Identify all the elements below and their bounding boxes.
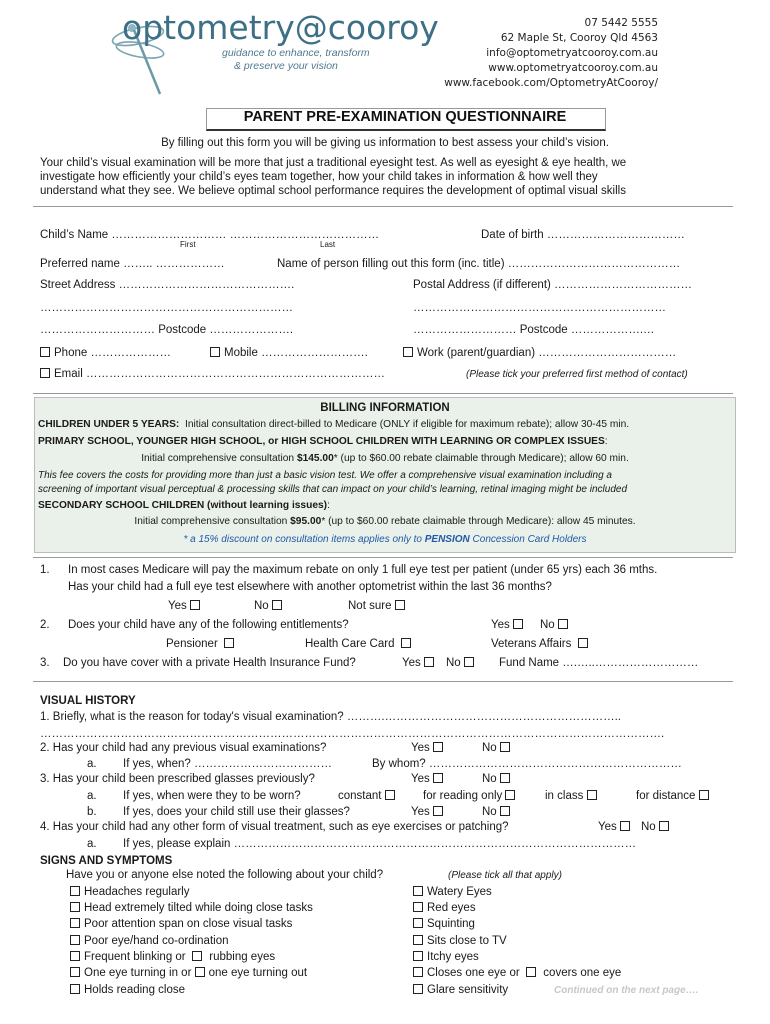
person-filling-field[interactable]: Name of person filling out this form (inc. title) ……………………………………… [277,258,681,270]
secondary-label: SECONDARY SCHOOL CHILDREN (without learning issues) [38,500,328,511]
q1-not-sure-option[interactable] [348,600,409,612]
primary-fee-pre: Initial comprehensive consultation [141,453,295,464]
q1-yes-label: Yes [168,600,187,612]
vh-q4: 4. Has your child had any other form of visual treatment, such as eye exercises or patching? [40,821,509,833]
work-contact-option[interactable] [403,347,676,359]
email-field[interactable]: Email …………………………………………………………………… [54,368,385,380]
symptom-right-6-checkbox[interactable] [413,967,423,977]
eye-turning-out-checkbox[interactable] [195,967,205,977]
symptom-right-2-label: Red eyes [427,902,476,914]
tagline-line-2: & preserve your vision [234,60,338,72]
symptom-left-5-label: Frequent blinking or [84,951,186,963]
signs-note: (Please tick all that apply) [448,870,562,881]
postal-postcode-field[interactable]: ……………………… Postcode ……………….… [413,324,655,336]
vh-q2-yes-option[interactable] [411,742,447,754]
in-class-checkbox[interactable] [587,790,597,800]
work-checkbox[interactable] [403,347,413,357]
vh-q2a-number: a. [87,758,97,770]
contact-email[interactable]: info@optometryatcooroy.com.au [486,47,658,59]
symptom-left-3[interactable] [70,918,292,930]
visual-history-heading: VISUAL HISTORY [40,695,136,707]
symptom-left-3-checkbox[interactable] [70,918,80,928]
vh-q4-no-option[interactable] [641,821,673,833]
q2-yes-option[interactable] [491,619,527,631]
vh-q2: 2. Has your child had any previous visual examinations? [40,742,327,754]
eye-turning-out-label: one eye turning out [208,967,308,979]
symptom-right-7[interactable] [413,984,508,996]
street-address-field[interactable]: Street Address ………………………………………. [40,279,295,291]
vh-q4-yes-option[interactable] [598,821,634,833]
billing-under-5 [38,419,629,430]
contact-website[interactable]: www.optometryatcooroy.com.au [488,62,658,74]
vh-q3: 3. Has your child been prescribed glasses previously? [40,773,315,785]
vh-q4-yes-checkbox[interactable] [620,821,630,831]
intro-paragraph-3: understand what they see. We believe optimal school performance requires the development of optimal visual skills [40,185,626,197]
q3-yes-option[interactable] [402,657,438,669]
constant-option[interactable] [338,790,399,802]
vh-q4-no-checkbox[interactable] [659,821,669,831]
distance-label: for distance [636,790,696,802]
constant-label: constant [338,790,382,802]
reading-only-checkbox[interactable] [505,790,515,800]
distance-option[interactable] [636,790,713,802]
intro-line: By filling out this form you will be giving us information to best assess your child’s vision. [161,137,609,149]
symptom-left-2[interactable] [70,902,313,914]
symptom-left-3-label: Poor attention span on close visual tasks [84,918,293,930]
covers-one-eye-checkbox[interactable] [526,967,536,977]
fund-name-field[interactable]: Fund Name ….…..……………………… [499,657,699,669]
symptom-left-2-label: Head extremely tilted while doing close tasks [84,902,313,914]
vh-q3-yes-label: Yes [411,773,430,785]
childs-name-field[interactable]: Child’s Name ………………………… ………………………………… [40,229,380,241]
vh-q3b-yes-option[interactable] [411,806,447,818]
vh-q2-yes-checkbox[interactable] [433,742,443,752]
q3-no-option[interactable] [446,657,478,669]
q1-no-option[interactable] [254,600,286,612]
symptom-left-7-label: Holds reading close [84,984,186,996]
postal-address-field[interactable]: Postal Address (if different) ……………………………… [413,279,693,291]
symptom-left-4-checkbox[interactable] [70,935,80,945]
rubbing-eyes-label: rubbing eyes [209,951,276,963]
q3-no-label: No [446,657,461,669]
vh-q3b-text: If yes, does your child still use their glasses? [123,806,350,818]
tagline-line-1: guidance to enhance, transform [222,47,370,59]
q1-not-sure-checkbox[interactable] [395,600,405,610]
vh-q4a-explain[interactable]: If yes, please explain …………………………………………………………………………………………… [123,838,637,850]
q2-yes-label: Yes [491,619,510,631]
symptom-left-6-checkbox[interactable] [70,967,80,977]
preferred-name-field[interactable]: Preferred name …….. ……………… [40,258,225,270]
symptom-left-4[interactable] [70,935,229,947]
symptom-right-4[interactable] [413,935,507,947]
postal-address-line-2[interactable]: ………………………………………………………… [413,302,666,314]
symptom-right-4-checkbox[interactable] [413,935,423,945]
q1-number: 1. [40,564,50,576]
pensioner-option[interactable] [166,638,238,650]
vh-q3-no-checkbox[interactable] [500,773,510,783]
vh-q1[interactable]: 1. Briefly, what is the reason for today's visual examination? ……….…………………………………………………….. [40,711,621,723]
vh-q3-no-option[interactable] [482,773,514,785]
symptom-left-7[interactable] [70,984,185,996]
secondary-price: $95.00 [290,516,322,527]
contact-method-note: (Please tick your preferred first method of contact) [466,369,688,380]
pensioner-checkbox[interactable] [224,638,234,648]
symptom-left-1[interactable] [70,886,189,898]
vh-q2a-when[interactable]: If yes, when? ……………………………… [123,758,332,770]
pensioner-label: Pensioner [166,638,218,650]
vh-q2a-by-whom[interactable]: By whom? ………………………………………………………… [372,758,682,770]
fee-note-line-1: This fee covers the costs for providing more than just a basic vision test. We offer a comprehensive visual examination including a [38,470,612,481]
q2-yes-checkbox[interactable] [513,619,523,629]
intro-paragraph-1: Your child’s visual examination will be more that just a traditional eyesight test. As well as eyesight & eye health, we [40,157,627,169]
reading-only-label: for reading only [423,790,503,802]
vh-q3a-number: a. [87,790,97,802]
symptom-left-6-label: One eye turning in or [84,967,192,979]
q1-no-label: No [254,600,269,612]
health-care-card-option[interactable] [305,638,415,650]
primary-fee-post: * (up to $60.00 rebate claimable through Medicare); allow 60 min. [333,453,629,464]
symptom-right-3-label: Squinting [427,918,475,930]
phone-contact-option[interactable] [40,347,171,359]
first-name-label: First [180,240,196,249]
symptom-right-1-checkbox[interactable] [413,886,423,896]
q1-not-sure-label: Not sure [348,600,392,612]
intro-paragraph-2: investigate how efficiently your child’s eyes team together, how your child takes in information & how well they [40,171,598,183]
secondary-colon: : [327,500,330,511]
billing-heading: BILLING INFORMATION [320,402,450,414]
in-class-label: in class [545,790,584,802]
secondary-fee-pre: Initial comprehensive consultation [134,516,288,527]
vh-q3a-text: If yes, when were they to be worn? [123,790,301,802]
vh-q4-no-label: No [641,821,656,833]
covers-one-eye-label: covers one eye [543,967,622,979]
vh-q4-yes-label: Yes [598,821,617,833]
q2-text: Does your child have any of the following entitlements? [68,619,349,631]
primary-colon: : [604,436,608,447]
last-name-label: Last [320,240,336,249]
billing-secondary [38,500,330,511]
email-contact-option[interactable] [40,368,385,380]
secondary-fee-post: * (up to $60.00 rebate claimable through Medicare): allow 45 minutes. [321,516,636,527]
vh-q2-yes-label: Yes [411,742,430,754]
health-care-card-label: Health Care Card [305,638,395,650]
vh-q3b-no-option[interactable] [482,806,514,818]
vh-q2-no-option[interactable] [482,742,514,754]
vh-q3-no-label: No [482,773,497,785]
signs-question: Have you or anyone else noted the following about your child? [66,869,384,881]
veterans-affairs-label: Veterans Affairs [491,638,572,650]
q2-no-label: No [540,619,555,631]
discount-post: Concession Card Holders [472,534,587,545]
contact-phone: 07 5442 5555 [584,17,658,29]
phone-checkbox[interactable] [40,347,50,357]
distance-checkbox[interactable] [699,790,709,800]
symptom-right-7-checkbox[interactable] [413,984,423,994]
vh-q3b-yes-label: Yes [411,806,430,818]
primary-fee [0,453,770,464]
email-checkbox[interactable] [40,368,50,378]
date-of-birth-field[interactable]: Date of birth ……………………………… [481,229,685,241]
in-class-option[interactable] [545,790,601,802]
reading-only-option[interactable] [423,790,519,802]
work-field[interactable]: Work (parent/guardian) ……………………………… [417,347,677,359]
street-address-line-2[interactable]: ………………………………………………………… [40,302,293,314]
mobile-contact-option[interactable] [210,347,368,359]
symptom-left-5-checkbox[interactable] [70,951,80,961]
vh-q3-yes-option[interactable] [411,773,447,785]
symptom-right-5-checkbox[interactable] [413,951,423,961]
symptom-right-5[interactable] [413,951,479,963]
symptom-right-3-checkbox[interactable] [413,918,423,928]
symptom-right-2[interactable] [413,902,476,914]
symptom-right-1[interactable] [413,886,492,898]
symptom-left-2-checkbox[interactable] [70,902,80,912]
veterans-affairs-option[interactable] [491,638,592,650]
brand-name: optometry@cooroy [122,8,439,47]
symptom-left-1-checkbox[interactable] [70,886,80,896]
health-care-card-checkbox[interactable] [401,638,411,648]
symptom-left-5[interactable] [70,951,275,963]
page-title: PARENT PRE-EXAMINATION QUESTIONNAIRE [243,109,567,125]
symptom-left-4-label: Poor eye/hand co-ordination [84,935,229,947]
constant-checkbox[interactable] [385,790,395,800]
q2-number: 2. [40,619,50,631]
q3-yes-label: Yes [402,657,421,669]
billing-primary [38,436,608,447]
under-5-text: Initial consultation direct-billed to Medicare (ONLY if eligible for maximum rebate); allow 30-45 min. [185,419,630,430]
symptom-right-6[interactable] [413,967,621,979]
q1-line-1: In most cases Medicare will pay the maximum rebate on only 1 full eye test per patient (under 65 yrs) each 36 mths. [68,564,658,576]
vh-q1-continuation[interactable]: ………………………………………………………………………………………………………………………………………………. [40,728,665,740]
vh-q3-yes-checkbox[interactable] [433,773,443,783]
fee-note-line-2: screening of important visual perceptual & processing skills that can impact on your child’s learning, retinal imaging might be included [38,484,628,495]
q3-no-checkbox[interactable] [464,657,474,667]
mobile-checkbox[interactable] [210,347,220,357]
q1-line-2: Has your child had a full eye test elsewhere with another optometrist within the last 36 months? [68,581,552,593]
symptom-right-2-checkbox[interactable] [413,902,423,912]
primary-label: PRIMARY SCHOOL, YOUNGER HIGH SCHOOL, or HIGH SCHOOL CHILDREN WITH LEARNING OR COMPLEX ISSUES [38,436,605,447]
vh-q2-no-label: No [482,742,497,754]
primary-price: $145.00 [296,453,334,464]
vh-q3b-no-label: No [482,806,497,818]
q3-text: Do you have cover with a private Health Insurance Fund? [63,657,356,669]
q1-yes-checkbox[interactable] [190,600,200,610]
vh-q3b-yes-checkbox[interactable] [433,806,443,816]
vh-q2-no-checkbox[interactable] [500,742,510,752]
symptom-left-7-checkbox[interactable] [70,984,80,994]
vh-q3b-number: b. [87,806,97,818]
vh-q4a-number: a. [87,838,97,850]
symptom-right-6-label: Closes one eye or [427,967,520,979]
signs-heading: SIGNS AND SYMPTOMS [40,855,173,867]
symptom-right-4-label: Sits close to TV [427,935,507,947]
contact-facebook[interactable]: www.facebook.com/OptometryAtCooroy/ [444,77,658,89]
continued-note: Continued on the next page…. [554,985,699,996]
rubbing-eyes-checkbox[interactable] [192,951,202,961]
phone-field[interactable]: Phone ………………… [54,347,171,359]
q2-no-checkbox[interactable] [558,619,568,629]
mobile-field[interactable]: Mobile ………………………. [224,347,368,359]
symptom-left-6[interactable] [70,967,307,979]
symptom-left-1-label: Headaches regularly [84,886,190,898]
q2-no-option[interactable] [540,619,572,631]
symptom-right-3[interactable] [413,918,475,930]
symptom-right-7-label: Glare sensitivity [427,984,509,996]
symptom-right-1-label: Watery Eyes [427,886,492,898]
q3-number: 3. [40,657,50,669]
secondary-fee [0,516,770,527]
symptom-right-5-label: Itchy eyes [427,951,479,963]
q1-no-checkbox[interactable] [272,600,282,610]
contact-address: 62 Maple St, Cooroy Qld 4563 [500,32,658,44]
q3-yes-checkbox[interactable] [424,657,434,667]
q1-yes-option[interactable] [168,600,204,612]
discount-note [0,534,770,545]
discount-pre: * a 15% discount on consultation items applies only to [183,534,422,545]
under-5-label: CHILDREN UNDER 5 YEARS: [38,419,180,430]
discount-pension: PENSION [424,534,470,545]
veterans-affairs-checkbox[interactable] [578,638,588,648]
vh-q3b-no-checkbox[interactable] [500,806,510,816]
street-postcode-field[interactable]: ………………………… Postcode …………………. [40,324,294,336]
